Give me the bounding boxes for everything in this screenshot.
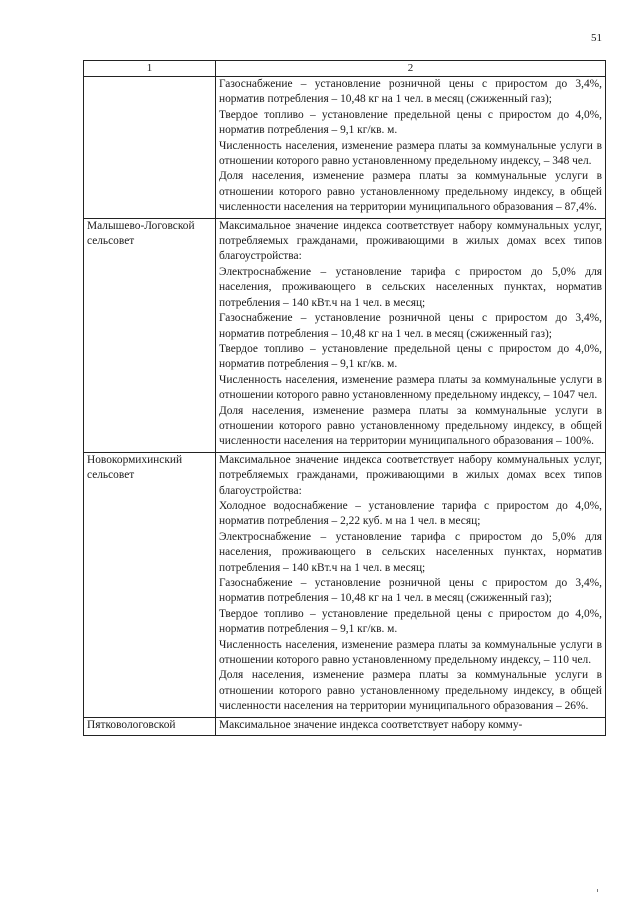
header-row xyxy=(84,61,606,77)
paragraph: Твердое топливо – установление предельной цены с приростом до 4,0%, норматив потребления – 9,1 кг/кв. м. xyxy=(219,342,602,371)
tariff-table xyxy=(83,60,606,736)
table-row xyxy=(84,717,606,735)
municipality-name xyxy=(84,77,216,219)
municipality-name: Малышево-Логовской сельсовет xyxy=(84,218,216,452)
paragraph: Доля населения, изменение размера платы за коммунальные услуги в отношении которого равно установленному предельному индексу, в общей численности населения на территории муниципального образования – 100%. xyxy=(219,404,602,448)
paragraph: Доля населения, изменение размера платы за коммунальные услуги в отношении которого равно установленному предельному индексу, в общей численности населения на территории муниципального образования – 87,4%. xyxy=(219,170,602,214)
paragraph: Газоснабжение – установление розничной цены с приростом до 3,4%, норматив потребления – 10,48 кг на 1 чел. в месяц (сжиженный газ); xyxy=(219,312,602,340)
table-row xyxy=(84,452,606,717)
paragraph: Максимальное значение индекса соответствует набору комму- xyxy=(219,718,523,731)
paragraph: Электроснабжение – установление тарифа с приростом до 5,0% для населения, проживающего в сельских населенных пунктах, норматив потребления – 140 кВт.ч на 1 чел. в месяц; xyxy=(219,530,602,574)
scan-mark xyxy=(597,889,598,892)
paragraph: Доля населения, изменение размера платы за коммунальные услуги в отношении которого равно установленному предельному индексу, в общей численности населения на территории муниципального образования – 26%. xyxy=(219,669,602,713)
municipality-name: Новокормихинский сельсовет xyxy=(84,452,216,717)
table-row xyxy=(84,218,606,452)
paragraph: Газоснабжение – установление розничной цены с приростом до 3,4%, норматив потребления – 10,48 кг на 1 чел. в месяц (сжиженный газ); xyxy=(219,577,602,605)
table-row xyxy=(84,77,606,219)
description-cell xyxy=(216,218,606,452)
paragraph: Электроснабжение – установление тарифа с приростом до 5,0% для населения, проживающего в сельских населенных пунктах, норматив потребления – 140 кВт.ч на 1 чел. в месяц; xyxy=(219,265,602,309)
header-col-2: 2 xyxy=(216,61,606,77)
paragraph: Численность населения, изменение размера платы за коммунальные услуги в отношении которого равно установленному предельному индексу, – 1047 чел. xyxy=(219,373,602,402)
description-cell xyxy=(216,77,606,219)
page-number: 51 xyxy=(591,32,602,44)
paragraph: Максимальное значение индекса соответствует набору коммунальных услуг, потребляемых гражданами, проживающими в жилых домах всех типов благоустройства: xyxy=(219,453,602,497)
description-cell xyxy=(216,717,606,735)
paragraph: Газоснабжение – установление розничной цены с приростом до 3,4%, норматив потребления – 10,48 кг на 1 чел. в месяц (сжиженный газ); xyxy=(219,78,602,106)
paragraph: Твердое топливо – установление предельной цены с приростом до 4,0%, норматив потребления – 9,1 кг/кв. м. xyxy=(219,607,602,636)
paragraph: Холодное водоснабжение – установление тарифа с приростом до 4,0%, норматив потребления – 2,22 куб. м на 1 чел. в месяц; xyxy=(219,499,602,528)
paragraph: Численность населения, изменение размера платы за коммунальные услуги в отношении которого равно установленному предельному индексу, – 110 чел. xyxy=(219,638,602,667)
paragraph: Твердое топливо – установление предельной цены с приростом до 4,0%, норматив потребления – 9,1 кг/кв. м. xyxy=(219,108,602,137)
paragraph: Численность населения, изменение размера платы за коммунальные услуги в отношении которого равно установленному предельному индексу, – 348 чел. xyxy=(219,139,602,168)
paragraph: Максимальное значение индекса соответствует набору коммунальных услуг, потребляемых гражданами, проживающими в жилых домах всех типов благоустройства: xyxy=(219,219,602,263)
municipality-name: Пятковологовской xyxy=(84,717,216,735)
description-cell xyxy=(216,452,606,717)
header-col-1: 1 xyxy=(84,61,216,77)
